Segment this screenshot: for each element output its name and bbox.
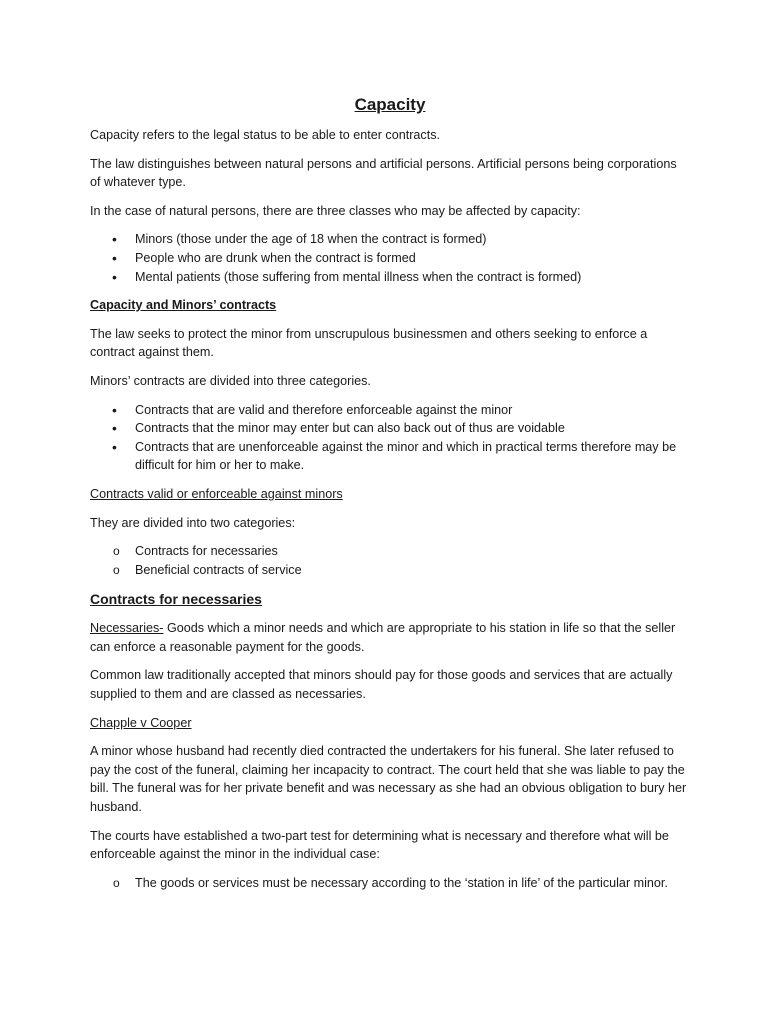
list-item: o Contracts for necessaries bbox=[90, 542, 690, 561]
subheading-minors-contracts: Capacity and Minors’ contracts bbox=[90, 298, 277, 313]
circle-list-valid-contracts bbox=[90, 542, 690, 579]
subheading-valid-contracts: Contracts valid or enforceable against minors bbox=[90, 486, 343, 501]
paragraph-necessaries-definition bbox=[90, 619, 690, 656]
list-item: • Minors (those under the age of 18 when the contract is formed) bbox=[90, 230, 690, 249]
list-item: • Contracts that are valid and therefore enforceable against the minor bbox=[90, 401, 690, 420]
paragraph-three-classes: In the case of natural persons, there are three classes who may be affected by capacity: bbox=[90, 203, 581, 218]
circle-list-test bbox=[90, 874, 690, 893]
paragraph-law-protects: The law seeks to protect the minor from unscrupulous businessmen and others seeking to enforce a contract against them. bbox=[90, 326, 648, 360]
paragraph-natural-artificial: The law distinguishes between natural persons and artificial persons. Artificial persons being corporations of whatever type. bbox=[90, 156, 677, 190]
case-name-chapple-v-cooper: Chapple v Cooper bbox=[90, 715, 192, 730]
definition-term: Necessaries- bbox=[90, 621, 164, 636]
bullet-list-categories bbox=[90, 401, 690, 475]
paragraph-three-categories: Minors’ contracts are divided into three categories. bbox=[90, 373, 371, 388]
paragraph-common-law: Common law traditionally accepted that minors should pay for those goods and services that are actually supplied to them and are classed as necessaries. bbox=[90, 668, 673, 702]
page-title: Capacity bbox=[354, 95, 426, 114]
paragraph-two-part-test: The courts have established a two-part test for determining what is necessary and therefore what will be enforceable against the minor in the individual case: bbox=[90, 828, 669, 862]
list-item: • Mental patients (those suffering from mental illness when the contract is formed) bbox=[90, 268, 690, 287]
list-item: • People who are drunk when the contract is formed bbox=[90, 249, 690, 268]
list-item: o Beneficial contracts of service bbox=[90, 561, 690, 580]
paragraph-two-categories: They are divided into two categories: bbox=[90, 515, 296, 530]
bullet-list-classes bbox=[90, 230, 690, 286]
definition-text: Goods which a minor needs and which are appropriate to his station in life so that the seller can enforce a reasonable payment for the goods. bbox=[90, 621, 676, 654]
heading-contracts-for-necessaries: Contracts for necessaries bbox=[90, 591, 262, 608]
document-body bbox=[90, 94, 690, 902]
paragraph-case-facts: A minor whose husband had recently died contracted the undertakers for his funeral. She later refused to pay the cost of the funeral, claiming her incapacity to contract. The court held that she was liable to pay the bill. The funeral was for her private benefit and was necessary as she had an obvious obligation to bury her husband. bbox=[90, 744, 687, 815]
list-item: • Contracts that the minor may enter but can also back out of thus are voidable bbox=[90, 419, 690, 438]
list-item: • Contracts that are unenforceable against the minor and which in practical terms therefore may be difficult for him or her to make. bbox=[90, 438, 690, 475]
list-item: o The goods or services must be necessary according to the ‘station in life’ of the particular minor. bbox=[90, 874, 690, 893]
paragraph-capacity-definition: Capacity refers to the legal status to be able to enter contracts. bbox=[90, 128, 441, 142]
